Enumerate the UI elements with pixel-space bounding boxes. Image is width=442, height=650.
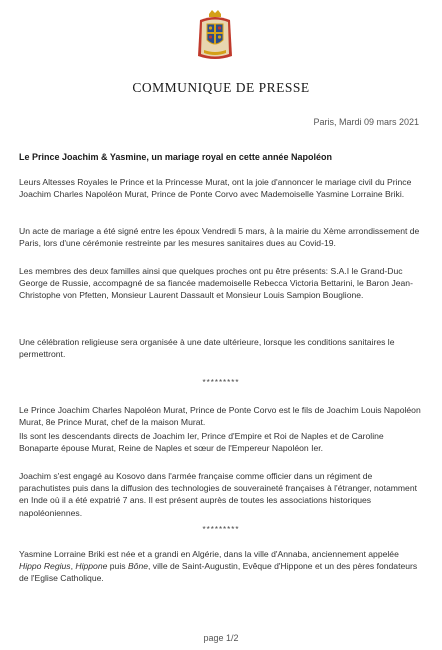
paragraph-yasmine: Yasmine Lorraine Briki est née et a grandi en Algérie, dans la ville d'Annaba, anciennement appelée Hippo Regius, Hippone puis Bône, ville de Saint-Augustin, Evêque d'Hippone et un des pères fondateurs de l'Eglise Catholique.	[19, 549, 418, 584]
paragraph-ancestors: Ils sont les descendants directs de Joachim Ier, Prince d'Empire et Roi de Naples et de Caroline Bonaparte épouse Murat, Reine de Naples et sœur de l'Empereur Napoléon Ier.	[19, 431, 384, 454]
page-number: page 1/2	[203, 633, 239, 643]
paragraph-career: Joachim s'est engagé au Kosovo dans l'armée française comme officier dans un régiment de parachutistes puis dans la diffusion des technologies de souveraineté françaises à l'étranger, notamment en Inde où il a été expatrié 7 ans. Il est présent auprès de toutes les associations historiques napoléoniennes.	[19, 471, 417, 518]
page-title: COMMUNIQUE DE PRESSE	[132, 80, 310, 95]
headline: Le Prince Joachim & Yasmine, un mariage royal en cette année Napoléon	[19, 152, 332, 162]
paragraph-attendees: Les membres des deux familles ainsi que quelques proches ont pu être présents: S.A.I le Grand-Duc George de Russie, accompagné de sa fiancée mademoiselle Rebecca Victoria Bettarini, le Baron Jean-Christophe von Pfetten, Monsieur Laurent Dassault et Monsieur Louis Sampion Bouglione.	[19, 266, 413, 301]
paragraph-marriage-act: Un acte de mariage a été signé entre les époux Vendredi 5 mars, à la mairie du Xème arrondissement de Paris, lors d'une cérémonie restreinte par les mesures sanitaires dues au Covid-19.	[19, 226, 420, 249]
royal-coat-of-arms-icon	[196, 8, 234, 62]
paragraph-announcement: Leurs Altesses Royales le Prince et la Princesse Murat, ont la joie d'annoncer le mariage civil du Prince Joachim Charles Napoléon Murat, Prince de Ponte Corvo avec Mademoiselle Yasmine Lorraine Briki.	[19, 177, 412, 200]
paragraph-religious-ceremony: Une célébration religieuse sera organisée à une date ultérieure, lorsque les conditions sanitaires le permettront.	[19, 337, 395, 360]
paragraph-prince-lineage: Le Prince Joachim Charles Napoléon Murat, Prince de Ponte Corvo est le fils de Joachim Louis Napoléon Murat, 8e Prince Murat, chef de la maison Murat.	[19, 405, 421, 428]
separator-1: *********	[202, 378, 240, 387]
separator-2: *********	[202, 525, 240, 534]
date-line: Paris, Mardi 09 mars 2021	[313, 117, 419, 127]
